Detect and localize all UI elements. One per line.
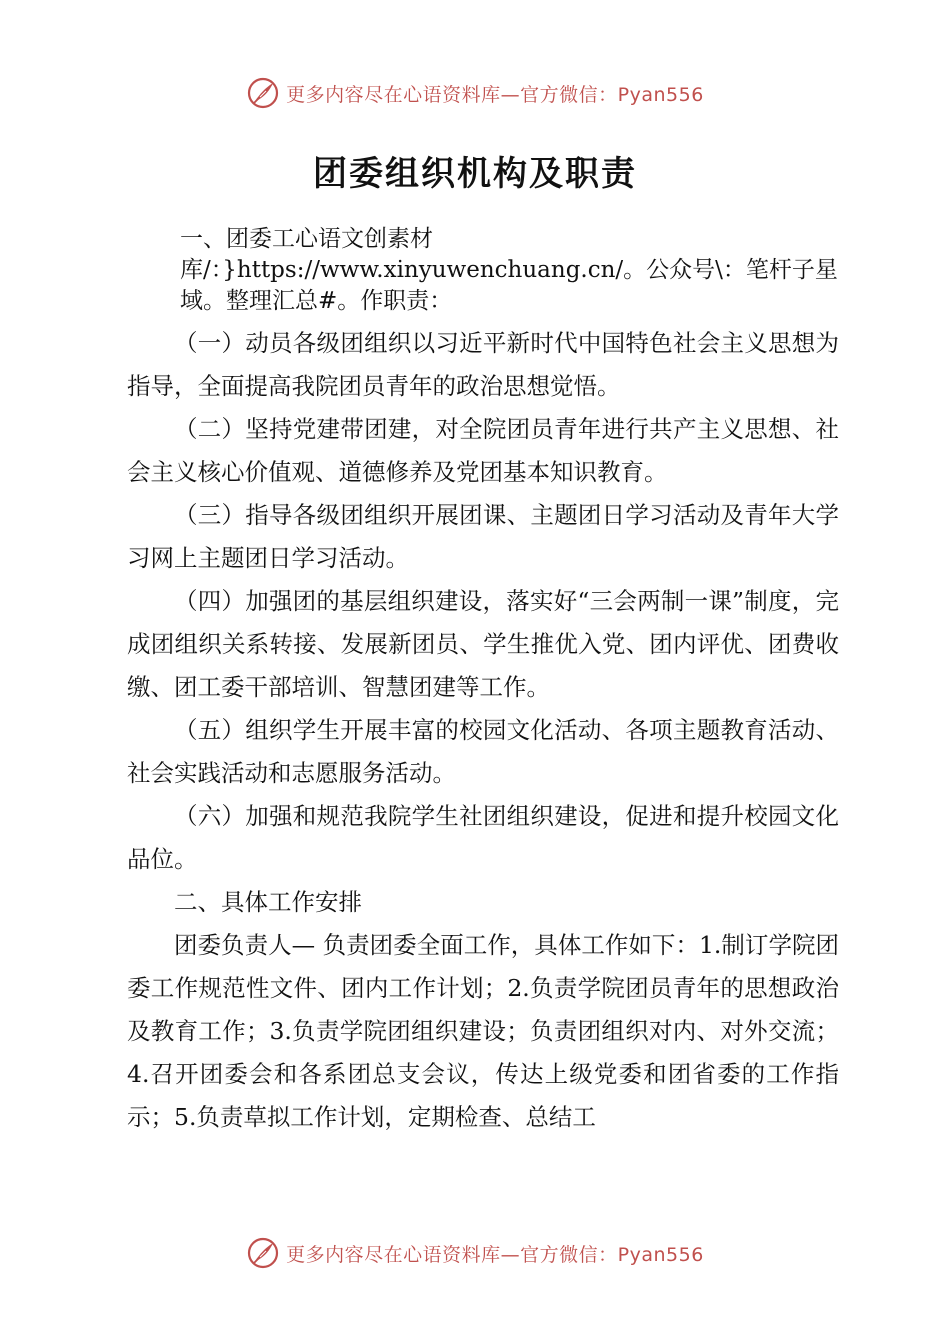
watermark-text: 更多内容尽在心语资料库—官方微信：Pyan556	[286, 83, 704, 106]
paragraph-duty-1: （一）动员各级团组织以习近平新时代中国特色社会主义思想为指导，全面提高我院团员青年的政治思想觉悟。	[127, 329, 839, 400]
paragraph-leader-duties: 团委负责人— 负责团委全面工作，具体工作如下：1.制订学院团委工作规范性文件、团内工作计划；2.负责学院团员青年的思想政治及教育工作；3.负责学院团组织建设；负责团组织对内、对外交流；4.召开团委会和各系团总支会议，传达上级党委和团省委的工作指示；5.负责草拟工作计划，定期检查、总结工	[127, 931, 839, 1131]
watermark-banner-top	[0, 73, 950, 113]
paragraph-duty-6: （六）加强和规范我院学生社团组织建设，促进和提升校园文化品位。	[127, 802, 839, 873]
paragraph-duty-3: （三）指导各级团组织开展团课、主题团日学习活动及青年大学习网上主题团日学习活动。	[127, 501, 839, 572]
document-title: 团委组织机构及职责	[313, 154, 637, 194]
section-heading-work-arrangement: 二、具体工作安排	[174, 888, 362, 916]
feather-pen-logo-icon	[246, 76, 280, 110]
document-body	[127, 322, 839, 1139]
feather-pen-logo-icon	[246, 1236, 280, 1270]
intro-line: 一、团委工心语文创素材库/：}https://www.xinyuwenchuang.cn/。公众号\：笔杆子星域。整理汇总#。作职责：	[180, 226, 838, 314]
paragraph-duty-2: （二）坚持党建带团建，对全院团员青年进行共产主义思想、社会主义核心价值观、道德修养及党团基本知识教育。	[127, 415, 839, 486]
paragraph-duty-4: （四）加强团的基层组织建设，落实好“三会两制一课”制度，完成团组织关系转接、发展新团员、学生推优入党、团内评优、团费收缴、团工委干部培训、智慧团建等工作。	[127, 587, 839, 701]
watermark-banner-bottom	[0, 1233, 950, 1273]
watermark-text: 更多内容尽在心语资料库—官方微信：Pyan556	[286, 1243, 704, 1266]
paragraph-duty-5: （五）组织学生开展丰富的校园文化活动、各项主题教育活动、社会实践活动和志愿服务活动。	[127, 716, 839, 787]
